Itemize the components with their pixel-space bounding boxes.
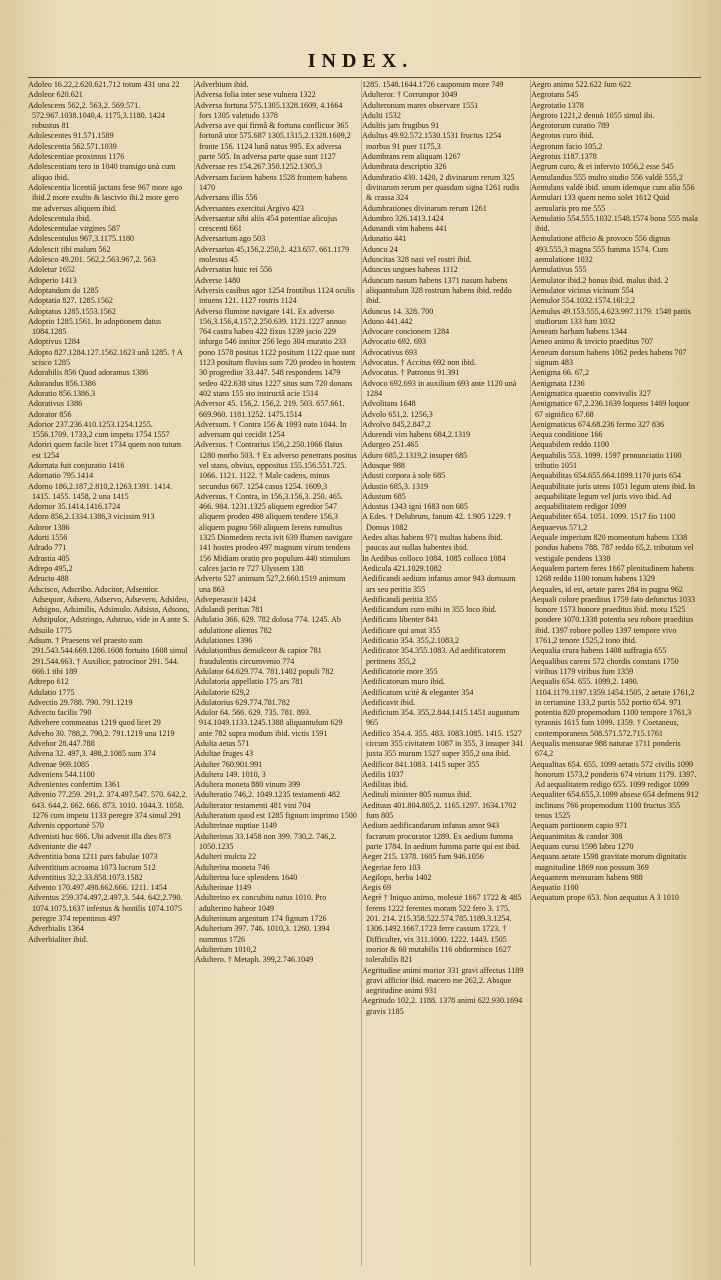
index-entry: Aequalis mensurae 988 naturae 1711 ponderis 674,2	[531, 739, 681, 759]
index-entry: Aedificatorum muro ibid.	[362, 677, 445, 687]
index-entry: Advolvo 845,2.847,2	[362, 419, 431, 429]
index-entry: Advento 170.497.498.662.666. 1211. 1454	[28, 883, 167, 893]
index-entry: Adrastia 405	[28, 553, 70, 563]
index-entry: Aemulator vicinus vicinum 554	[531, 285, 634, 295]
index-entry: Aduno 441.442	[362, 316, 413, 326]
index-entry: Advenisti huc 666. Ubi advenit illa dies 873	[28, 831, 171, 841]
index-column-3	[362, 80, 531, 1266]
index-entry: Adulatorie 629,2	[195, 687, 250, 697]
index-entry: Aeger 215. 1378. 1605 fum 946.1056	[362, 852, 484, 862]
index-entry: Aenigmatica quaestio convivalis 327	[531, 388, 651, 398]
index-entry: Adultera moneta 880 vinum 399	[195, 780, 301, 790]
index-entry: Adventante die 447	[28, 841, 92, 851]
index-entry: Aegeriae fero 103	[362, 862, 421, 872]
index-entry: Adverbialiter ibid.	[28, 934, 88, 944]
index-entry: Adumbrans rem aliquam 1267	[362, 152, 461, 162]
index-entry: Adulteratio 746,2. 1049.1235 testamenti 482	[195, 790, 340, 800]
index-entry: Adversum. † Contra 156 & 1093 nato 1044. In adversum qui cecidit 1254	[195, 419, 347, 440]
index-entry: Adverto 527 animum 527,2.660.1519 animum una 863	[195, 574, 346, 594]
index-entry: Adulterina moneta 746	[195, 862, 270, 872]
index-entry: Aegrè † Iniquo animo, molestè 1667 1722 & 485 ferens 1222 ferentes moram 522 fero 3. 175. 201. 214. 215.358.522.574.785.1189.3.1254. 1306.1492.1667.1723 ferre cassum 1723. † Difficulter, vix 311.1000. 1222. 1443. 1505 morior & 60 mutabilis 116 obdormisco 1627 tolerabilis 821	[362, 893, 522, 965]
index-entry: Adolescentiam tero in 1040 transigo unà cum aliquo ibid.	[28, 162, 176, 182]
index-entry: Adscisco, Adscribo. Adscitor, Adsentior. Adsequor, Adsero, Adservo, Adsevero, Adsideo, Adsigno, Adsimilis, Adsimulo. Adsisto, Adsono, Adstipulor, Adstringo, Adstruo, vide in A ante S.	[28, 584, 190, 625]
index-entry: Advocatus. † Accitus 692 non ibid.	[362, 358, 476, 368]
index-entry: Aequalem partem feres 1667 plenitudinem habens 1268 reddo 1100 tonum habens 1329	[531, 563, 694, 584]
index-entry: Advenio 77.259. 291,2. 374.497.547. 570. 642,2. 643. 644,2. 662. 666. 873. 1010. 1044.3. 1058. 1276 cum impetu 1133 peregre 374 simul 291	[28, 790, 188, 821]
index-entry: Adversantur sibi aliis 454 potentiae alicujus crescenti 661	[195, 213, 338, 234]
index-entry: Adversam faciem habens 1528 frontem habens 1470	[195, 172, 348, 192]
index-entry: Adrado 771	[28, 543, 67, 553]
index-column-4	[531, 80, 703, 1266]
index-entry: Aedificans libenter 841	[362, 615, 438, 625]
index-entry: Aedituus 401.804.805,2. 1165.1297. 1634.1702 fum 805	[362, 800, 517, 821]
index-entry: Adunatio 441	[362, 234, 407, 244]
index-entry: Adolescens 562,2. 563,2. 569.571. 572.967.1038.1040,4. 1175,3.1180. 1424 robustus 81	[28, 100, 165, 131]
index-entry: Aduncitas 328 nasi vel rostri ibid.	[362, 255, 472, 265]
index-entry: Aegrotatio 1378	[531, 100, 584, 110]
index-entry: Adulti 1532	[362, 110, 401, 120]
index-entry: Aemulus 49.153.555,4.623.997.1179. 1548 pattis studiorum 133 fum 1032	[531, 306, 691, 326]
index-entry: Aegis 69	[362, 883, 391, 893]
index-entry: Adulta aetas 571	[195, 739, 250, 748]
index-entry: Adunco 24	[362, 244, 398, 254]
index-entry: Aedificatorie more 355	[362, 666, 438, 676]
index-entry: Aedificavit ibid.	[362, 697, 416, 707]
index-entry: Adoriri quem facile licet 1734 quem non tutum est 1254	[28, 440, 182, 460]
index-entry: Adulatorius 629.774.781.782	[195, 697, 290, 707]
index-entry: Adveperascit 1424	[195, 594, 256, 604]
index-entry: Adveniens 544.1100	[28, 769, 95, 779]
index-entry: Adustum 685	[362, 491, 406, 501]
index-entry: Aequabilitate juris utens 1051 legum utens ibid. In aequabilitate legum vel juris vivo ibid. Ad aequabilitatem redigor 1099	[531, 481, 696, 512]
index-entry: Adolescit tibi malum 562	[28, 244, 111, 254]
index-entry: Adulterino ex concubitu natus 1010. Pro adulterino habeor 1049	[195, 893, 327, 913]
index-entry: Aedilis 1037	[362, 769, 404, 779]
index-entry: Adverse 1480	[195, 275, 241, 285]
index-entry: Aequabilem reddo 1100	[531, 440, 609, 450]
index-entry: Adulteronum mares observare 1551	[362, 100, 479, 110]
index-entry: Adversis casibus agor 1254 frontibus 1124 oculis intuens 121. 1127 rostris 1124	[195, 285, 355, 306]
index-entry: Aemulor 554.1032.1574.16l:2,2	[531, 296, 636, 306]
index-entry: Adoratio 856.1386.3	[28, 388, 96, 398]
index-entry: Aegro animo 522.622 fum 622	[531, 80, 632, 89]
index-entry: Aegrotus 1187.1378	[531, 152, 597, 162]
index-entry: Adventitia bona 1211 pars fabulae 1073	[28, 852, 158, 862]
index-entry: Advena 32. 497,3. 498,2.1085 sum 374	[28, 749, 156, 759]
index-entry: Aedificatio 354. 355,2.1083,2	[362, 636, 460, 646]
index-entry: Aemulans valdè ibid. unum idemque cum alio 556	[531, 182, 695, 192]
index-entry: Aequabilitas 654.655.664.1099.1170 juris 654	[531, 471, 682, 481]
index-entry: Adoleo 16.22,2.620.621.712 totum 431 una 22	[28, 80, 180, 89]
index-entry: Aedificare qui amat 355	[362, 625, 441, 635]
index-entry: Aedificor 841.1083. 1415 super 355	[362, 759, 480, 769]
index-entry: Adulteratum quod est 1285 fignum imprimo 1500	[195, 811, 357, 821]
index-entry: Adurgeo 251.465	[362, 440, 419, 450]
index-entry: Adulterinum argentum 174 fignum 1726	[195, 914, 327, 924]
index-entry: Adulteror. † Corrumpor 1049	[362, 90, 458, 100]
index-entry: Advenientes confertim 1361	[28, 780, 121, 790]
index-entry: Adumbrationes divinarum rerum 1261	[362, 203, 487, 213]
index-entry: Adulatoria appellatio 175 ars 781	[195, 677, 304, 687]
index-entry: Aemulatio 554.555.1032.1548.1574 bona 555 mala ibid.	[531, 213, 698, 234]
index-entry: Adoror 1386	[28, 522, 70, 532]
index-entry: Aedituli minister 805 numus ibid.	[362, 790, 472, 800]
index-entry: Aequans aetate 1598 gravitate morum dignitatis magnitudine 1869 non possum 369	[531, 852, 687, 872]
index-entry: Adoletur 1652	[28, 265, 75, 275]
index-entry: Adversatus huic rei 556	[195, 265, 273, 275]
page-title: INDEX.	[307, 50, 414, 72]
index-entry: Adulationibus demulceor & capior 781 fraudulentis circumvenio 774	[195, 646, 322, 666]
index-entry: Adultae fruges 43	[195, 749, 253, 759]
index-entry: Aduro 685,2.1319,2 insuper 685	[362, 450, 468, 460]
index-entry: Adorandus 856.1386	[28, 378, 96, 388]
index-entry: Adverbium ibid.	[195, 80, 249, 89]
index-entry: Adoptatio 827. 1285.1562	[28, 296, 113, 306]
index-entry: Aegrum curo, & ei infervio 1056,2 esse 545	[531, 162, 674, 172]
index-entry: Adulandi peritus 781	[195, 605, 264, 615]
header-rule	[28, 77, 701, 78]
index-entry: Aequam portionem capio 971	[531, 821, 628, 831]
index-entry: Advocatus. † Patronus 91.391	[362, 368, 460, 378]
index-entry: Adversae res 154.267.350.1252.1305,3	[195, 162, 323, 172]
index-entry: Aequali colore praeditus 1759 fato defunctus 1033 honore 1573 honore praeditus ibid. motu 1525 pondere 1070.1338 potentia seu robore praeditus ibid. 1397 robore polleo 1397 tempore vivo 1761,2 tenore 1525,2 tono ibid.	[531, 594, 696, 646]
index-entry: Adultera 149. 1010, 3	[195, 769, 266, 779]
page-header	[0, 50, 721, 80]
index-entry: Adumbratio 430. 1420, 2 divinarum rerum 325 divinarum rerum per quasdam signa 1261 rudis & crassa 324	[362, 172, 520, 203]
index-entry: Aemulandus 555 multo studio 556 valdè 555,2	[531, 172, 683, 182]
index-entry: Adulator 64.629.774. 781.1402 populi 782	[195, 666, 334, 676]
index-entry: Aedicula 421.1029.1082	[362, 563, 442, 573]
index-entry: Aenigmaticus 674.68.236 fermo 327 836	[531, 419, 665, 429]
index-entry: Aenigma 66. 67,2	[531, 368, 589, 378]
index-entry: Adurendi vim habens 684,2.1319	[362, 430, 471, 440]
index-entry: Adultero. † Metaph. 399,2.746.1049	[195, 955, 314, 965]
index-entry: Adulterina luce splendens 1640	[195, 872, 298, 882]
index-entry: Adulor 64. 566. 629. 735. 781. 893. 914.1049.1133.1245.1388 aliquantulum 629 ante 782 supra modum ibid. victis 1591	[195, 708, 343, 738]
index-entry: Aegroto 1221,2 denuò 1055 simul ibi.	[531, 110, 655, 120]
index-entry: Adulterium 1010,2	[195, 944, 257, 954]
index-entry: Adolescentulae virgines 587	[28, 224, 121, 234]
index-entry: Adtrepo 612	[28, 677, 69, 687]
index-entry: Adorativus 1386	[28, 399, 83, 409]
index-entry: Aequatio 1100	[531, 883, 579, 893]
index-entry: Advocativus 693	[362, 347, 418, 357]
index-entry: Adoptandum do 1285	[28, 285, 99, 295]
index-entry: Aequale imperium 820 momentum habens 1338 pondus habens 788. 787 reddo 65,2. tributum vel vestigale pendens 1338	[531, 533, 694, 563]
index-entry: Adolescentiae proximus 1176	[28, 152, 125, 162]
index-entry: Adversa ave qui firmâ & fortuna conflictor 365 fortunâ utor 575.687 1305.1315,2.1328.1609,2 fronte 156. 1124 lunâ natus 995. Ex adversa parte 505. In adversa parte quae sunt 1127	[195, 121, 351, 162]
index-entry: Aduncus ungues habens 1112	[362, 265, 458, 275]
index-entry: Adolescentia 562.571.1039	[28, 141, 117, 151]
index-entry: Adructo 488	[28, 574, 69, 584]
index-entry: Aedifico 354.4. 355. 483. 1083.1085. 1415. 1527 circum 355 civitatem 1087 in 355, 3 insuper 341 juxta 355 murum 1527 super 355,2 una ibid.	[362, 728, 524, 759]
index-entry: Adventus 259.374.497,2.497,3. 544. 642,2.790. 1074.1075.1637 infestus & hostilis 1074.1075 peregre 374 repentinus 497	[28, 893, 183, 924]
index-entry: Aegritudo 102,2. 1188. 1378 animi 622.930.1694 gravis 1185	[362, 996, 523, 1016]
index-entry: Advocatio 692. 693	[362, 337, 427, 347]
index-entry: Adunandi vim habens 441	[362, 224, 448, 234]
index-entry: Aedificandi peritia 355	[362, 594, 438, 604]
index-entry: Aedificandum curo mihi in 355 loco ibid.	[362, 605, 497, 615]
index-entry: Adulterinae nuptiae 1149	[195, 821, 277, 831]
index-entry: Adorior 237.236.410.1253.1254.1255. 1556.1709. 1733,2 cum impetu 1754 1557	[28, 419, 170, 440]
index-entry: Adsum. † Praesens vel praesto sum 291.543.544.669.1286.1608 fortuito 1608 simul 291.544.663. † Auxilior, patrocinor 291. 544. 666.1 tibi 189	[28, 636, 188, 676]
index-entry: Advolo 651,2. 1256,3	[362, 409, 433, 419]
index-entry: Aegrotos curo ibid.	[531, 131, 594, 141]
index-entry: Aequaevus 571,2	[531, 522, 588, 532]
index-entry: Adustio 685,3. 1319	[362, 481, 429, 491]
index-entry: Aegrotum facio 105,2	[531, 141, 603, 151]
index-entry: Aeneam barbam habens 1344	[531, 327, 627, 337]
index-entry: Advocare concionem 1284	[362, 327, 450, 337]
index-entry: Adustus 1343 igni 1683 non 685	[362, 502, 468, 512]
index-entry: Aduncum nasum habens 1371 nasum habens aliquantulum 328 rostrum habens ibid. reddo ibid.	[362, 275, 512, 306]
index-entry: Advenis opportunè 570	[28, 821, 104, 831]
index-column-1	[28, 80, 195, 1266]
index-entry: Adveho 30. 788,2. 790,2. 791.1219 una 1219	[28, 728, 175, 738]
index-entry: Aegrotorum curatio 789	[531, 121, 610, 131]
index-entry: Adolesco 49.201. 562,2.563.967,2. 563	[28, 255, 156, 265]
index-entry: Adoro 856,2.1334.1386,3 vicissim 913	[28, 512, 155, 522]
index-entry: Adversa fortuna 575.1305.1328.1609, 4.1664 fors 1305 valetudo 1378	[195, 100, 343, 120]
index-entry: Adversantes exercitui Argivo 423	[195, 203, 304, 213]
index-entry: Advehere commeatus 1219 quod licet 29	[28, 718, 161, 728]
index-entry: Advoco 692.693 in auxilium 693 ante 1120 unà 1284	[362, 378, 517, 398]
index-entry: Aequans cursu 1598 labra 1270	[531, 841, 634, 851]
index-entry: Advolitans 1648	[362, 399, 416, 409]
index-entry: Adversor 45. 156,2. 156,2. 219. 503. 657.661. 669.960. 1181.1252. 1475.1514	[195, 399, 345, 419]
index-entry: Aedium aedificandarum infanus amor 943 facrarum procurator 1289. Ex aedium fumma parte 1784. In aedium fumma parte qui est ibid.	[362, 821, 521, 851]
index-columns	[28, 80, 703, 1266]
index-entry: Aequa conditione 166	[531, 430, 603, 440]
index-entry: Adolescentula ibid.	[28, 213, 91, 223]
index-entry: Aemulator ibid.2 bonus ibid. malus ibid. 2	[531, 275, 669, 285]
index-entry: Advenae 969.1085	[28, 759, 90, 769]
index-entry: Adorabilis 856 Quod adoramus 1386	[28, 368, 149, 378]
index-entry: Aegritudine animi morior 331 gravi affectus 1189 gravi afficior ibid. macero me 262,2. Absque aegritudine animi 931	[362, 965, 524, 996]
index-entry: Adoptatus 1285.1553.1562	[28, 306, 116, 316]
index-entry: Aequabilis 553. 1099. 1597 pronunciatio 1100 tributio 1051	[531, 450, 682, 470]
index-entry: Adultis jam frugibus 91	[362, 121, 440, 131]
index-entry: Adulter 760.901.991	[195, 759, 263, 769]
index-entry: Aequanimitas & candor 308	[531, 831, 623, 841]
index-entry: Aemulatione afficio & provoco 556 dignus 493.555,3 magna 555 fumma 1574. Cum aemulatione 1032	[531, 234, 671, 265]
index-entry: Aequalitas 654. 655. 1099 aetatis 572 civilis 1099 honorum 1573,2 ponderis 674 virium 1179. 1397. Ad aequalitatem redigo 655. 1099 redigor 1099	[531, 759, 697, 790]
index-entry: Adolescentia licentiâ jactans fese 967 more ago ibid.2 more exulto & lascivio ibi.2 more gero me adversus aliquem ibid.	[28, 182, 183, 213]
index-entry: Adoptio 1285.1561. In adoptionem datus 1084.1285	[28, 316, 162, 337]
index-entry: Adversans illis 556	[195, 193, 258, 203]
index-entry: Aegilops, herba 1402	[362, 872, 432, 882]
index-entry: Aemulari 133 quem nemo solet 1612 Quid aemularis pro me 555	[531, 193, 670, 213]
index-entry: Adumbro 326.1413.1424	[362, 213, 444, 223]
index-entry: Aegrotans 545	[531, 90, 579, 100]
index-entry: Adulterator testamenti 481 vini 704	[195, 800, 311, 810]
index-entry: Aedificandi aedium infanus amor 943 domuum ars seu peritia 355	[362, 574, 516, 594]
index-entry: Adoleor 620.621	[28, 90, 83, 100]
index-entry: Adoptivus 1284	[28, 337, 80, 347]
index-entry: Adulationes 1396	[195, 636, 253, 646]
index-entry: Advehor 28.447.788	[28, 739, 95, 748]
index-entry: Aenigmatice 67,2.236.1639 loquens 1469 loquor 67 significo 67.68	[531, 399, 690, 419]
index-entry: Aequatum prope 653. Non aequatus A 3 1010	[531, 893, 679, 903]
index-entry: Adulterinus 33.1458 non 399. 730,2. 746,2. 1050.1235	[195, 831, 337, 851]
index-entry: Adulteri mulcta 22	[195, 852, 257, 862]
index-entry: Adorator 856	[28, 409, 72, 419]
index-entry: Aeneo animo & invicto praeditus 707	[531, 337, 654, 347]
index-entry: Adversus. † Contra, in 156,3.156,3. 250. 465. 466. 984. 1231.1325 aliquem egredior 547 aliquem prodeo 498 aliquem tendere 156,3 aliquem pugno 560 aliquem ferens rumultus 1325 Diomedem recta ivit 639 flumen navigare 141 hostes prodeo 497 magnum virum tendens 156 Midiam oratio pro populum 440 stimulum calces jacto re 727 Ulyssem 138	[195, 491, 353, 573]
index-entry: Aequalis 654. 655. 1099,2. 1490. 1104.1179.1197.1359.1454.1505, 2 aetate 1761,2 in certamine 133,2 partis 552 portio 654. 971 potentia 820 propemodum 1100 tempore 1761,3 tyrannis 1615 fum 1099. 1359. † Coetaneus, contemporaneus 508.571.572.715.1761	[531, 677, 695, 738]
index-entry: In Aedibus colloco 1084. 1085 colloco 1084	[362, 553, 506, 563]
index-entry: Aequales, id est, aetate pares 284 in pugna 962	[531, 584, 683, 594]
index-entry: Adolescentes 91.571.1589	[28, 131, 114, 141]
index-column-2	[195, 80, 362, 1266]
index-entry: Aedificatum scitè & eleganter 354	[362, 687, 474, 697]
index-entry: Aduncus 14. 328. 700	[362, 306, 434, 316]
index-entry: Aequantem mensuram habens 988	[531, 872, 643, 882]
index-entry: Adversarius 45,156,2.250,2. 423.657. 661.1179 molestus 45	[195, 244, 350, 265]
index-entry: Aequalia crura habens 1408 suffragia 655	[531, 646, 667, 656]
index-entry: Adulatio 1775	[28, 687, 75, 697]
index-entry: Adversarium ago 503	[195, 234, 266, 244]
index-entry: Adorno 186,2.187,2.810,2.1263.1391. 1414. 1415. 1455. 1458, 2 una 1415	[28, 481, 173, 501]
index-entry: Aeneum dorsum habens 1062 pedes habens 707 signum 483	[531, 347, 687, 368]
index-entry: Adversa folia inter sese vulnera 1322	[195, 90, 316, 100]
index-entry: Adornor 35.1414.1416.1724	[28, 502, 121, 512]
index-entry: Adversus. † Contrarius 156,2.250.1066 flatus 1280 morbo 503. † Ex adverso penetrans positus vel stans, obvius, oppositus 155.156.551.725. 1066. 1121. 1122. † Male cadens, minus secundus 667. 1254 casus 1254. 1609,3	[195, 440, 357, 491]
index-entry: Aequaliter 654.655,3.1099 absese 654 defmens 912 inclinans 766 propemodum 1100 fructus 355 tenus 1525	[531, 790, 699, 821]
index-entry: Aequabiliter 654. 1051. 1099. 1517 fio 1100	[531, 512, 676, 522]
index-entry: Aenigmata 1236	[531, 378, 585, 388]
index-entry: Aedilitas ibid.	[362, 780, 408, 790]
index-entry: Adverso flumine navigare 141. Ex adverso 156,3.156,4.157,2.250.639. 1121.1227 annuo 764 castra habeo 422 fixus 1239 jacio 229 infurgo 546 innitor 256 lego 304 muratio 233 pono 1578 positus 1122 positum 1122 quae sunt 1123 positum fluvius sum 720 prodeo in hostem 30 progredior 33.447. 548 respondens 1479 sedeo 422.638 situs 1227 situs sum 720 donans 402 stans 155 sto instructâ acie 1514	[195, 306, 356, 398]
index-entry: 1285. 1548.1644.1726 cauponum more 749	[362, 80, 504, 89]
index-entry: Adultus 49.92.572.1530.1531 fructus 1254 morbus 91 puer 1175,3	[362, 131, 502, 151]
index-entry: A Edes. † Delubrum, fanum 42. 1.905 1229. † Domus 1082	[362, 512, 512, 532]
index-entry: Adusti corpora à sole 685	[362, 471, 446, 481]
index-entry: Adsuilo 1775	[28, 625, 72, 635]
index-entry: Adorti 1556	[28, 533, 68, 543]
index-entry: Adrepo 495,2	[28, 563, 73, 573]
index-entry: Adverbialis 1364	[28, 924, 84, 934]
index-entry: Aedificium 354. 355,2.844.1415.1451 augustum 965	[362, 708, 520, 728]
index-entry: Adulterinae 1149	[195, 883, 252, 893]
index-entry: Adventitium acroama 1073 lucrum 512	[28, 862, 156, 872]
index-entry: Aequalibus carens 572 chordis constans 1750 viribus 1179 viribus fum 1359	[531, 656, 679, 676]
index-entry: Advectio 29.788. 790. 791.1219	[28, 697, 133, 707]
index-entry: Adolescentulus 967,3.1175.1180	[28, 234, 134, 244]
index-entry: Adornata fuit conjuratio 1416	[28, 460, 125, 470]
index-entry: Adopto 827.1284.127.1562.1623 unâ 1285. † A scisco 1285	[28, 347, 183, 368]
index-entry: Aemulativus 555	[531, 265, 587, 275]
index-entry: Advectu facilis 790	[28, 708, 92, 718]
index-entry: Aedes altas habens 971 multas habens ibid. paucas aut nullas habentes ibid.	[362, 533, 503, 553]
index-entry: Adulatio 366. 629. 782 dolosa 774. 1245. Ab adulatione alienus 782	[195, 615, 341, 635]
index-entry: Adornatio 795.1414	[28, 471, 94, 481]
index-entry: Adventitius 32,2.33.858.1073.1582	[28, 872, 143, 882]
index-entry: Adusque 988	[362, 460, 405, 470]
index-entry: Adulterium 397. 746. 1010,3. 1260. 1394 nummus 1726	[195, 924, 330, 944]
index-entry: Adoperio 1413	[28, 275, 77, 285]
index-entry: Adumbrata descriptio 326	[362, 162, 447, 172]
index-entry: Aedificator 354.355.1083. Ad aedificatorem pertinens 355,2	[362, 646, 506, 666]
